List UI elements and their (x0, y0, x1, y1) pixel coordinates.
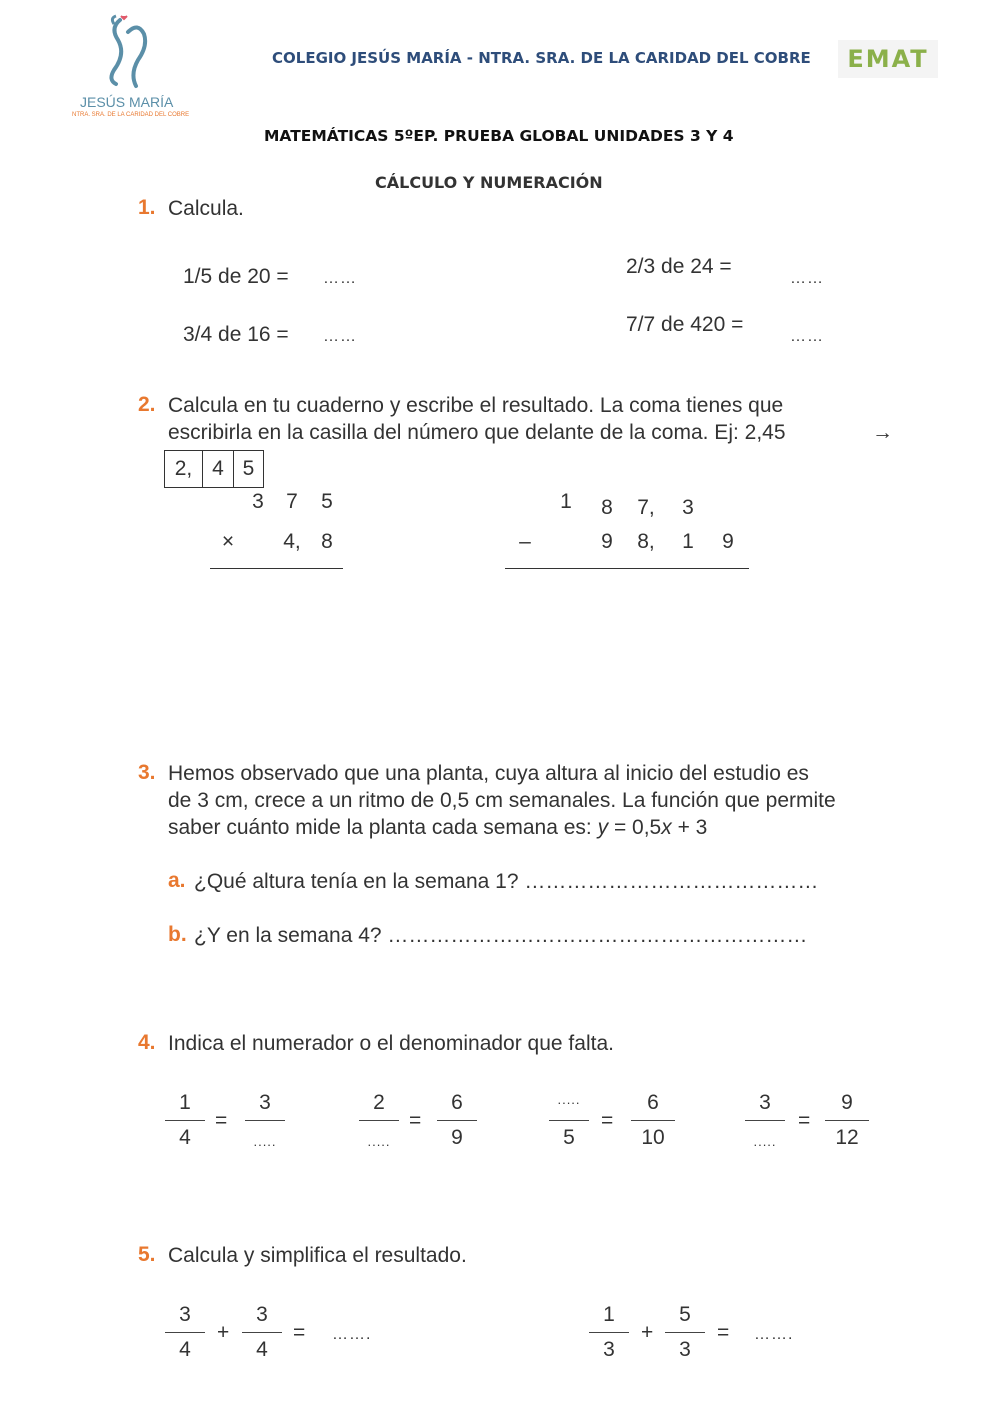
fraction-blank[interactable]: ..... (753, 1134, 777, 1149)
q5-expression-1 (165, 1302, 385, 1372)
sub-top-digit: 7, (637, 496, 655, 519)
mult-bottom-digit: 4, (283, 530, 301, 553)
fraction: 1 4 (165, 1090, 205, 1151)
sub-bottom-digit: 9 (601, 530, 613, 553)
mult-bottom-digit: 8 (321, 530, 333, 553)
mult-top-digit: 3 (252, 490, 264, 513)
fraction: 3 ..... (745, 1090, 785, 1151)
equals-sign: = (293, 1321, 306, 1344)
q2-number: 2. (138, 393, 156, 416)
fraction-blank[interactable]: ..... (367, 1134, 391, 1149)
q4-equation-3 (549, 1090, 689, 1160)
q4-equation-2 (359, 1090, 499, 1160)
q2-text-line2: escribirla en la casilla del número que delante de la coma. Ej: 2,45 (168, 421, 786, 444)
q2-text-line1: Calcula en tu cuaderno y escribe el resultado. La coma tienes que (168, 394, 784, 417)
q1-blank-3[interactable]: …… (323, 328, 357, 345)
fraction: 1 3 (589, 1302, 629, 1363)
q5-number: 5. (138, 1243, 156, 1266)
arrow-right-icon: → (872, 421, 893, 444)
fraction-blank[interactable]: ..... (253, 1134, 277, 1149)
sub-operator: – (519, 530, 531, 553)
q5-text: Calcula y simplifica el resultado. (168, 1244, 467, 1267)
q1-blank-4[interactable]: …… (790, 328, 824, 345)
q3-text-line1: Hemos observado que una planta, cuya altura al inicio del estudio es (168, 762, 809, 785)
fraction: 5 3 (665, 1302, 705, 1363)
q1-blank-2[interactable]: …… (790, 270, 824, 287)
sub-top-digit: 8 (601, 496, 613, 519)
sub-bottom-digit: 8, (637, 530, 655, 553)
q3a-label: a. (168, 869, 186, 892)
fraction: ..... 5 (549, 1090, 589, 1151)
q4-equation-4 (745, 1090, 885, 1160)
exam-title: MATEMÁTICAS 5ºEP. PRUEBA GLOBAL UNIDADES 3 Y 4 (264, 127, 734, 145)
fraction: 3 4 (165, 1302, 205, 1363)
q4-text: Indica el numerador o el denominador que falta. (168, 1032, 614, 1055)
equals-sign: = (215, 1109, 228, 1132)
equals-sign: = (717, 1321, 730, 1344)
mult-result-line (210, 568, 343, 569)
q1-blank-1[interactable]: …… (323, 270, 357, 287)
q1-expr-3: 3/4 de 16 = (183, 323, 289, 346)
sub-top-digit: 3 (682, 496, 694, 519)
q3a-question[interactable]: ¿Qué altura tenía en la semana 1? …………………………………… (194, 870, 819, 893)
equals-sign: = (601, 1109, 614, 1132)
fraction: 3 ..... (245, 1090, 285, 1151)
q4-number: 4. (138, 1031, 156, 1054)
mult-operator: × (221, 530, 235, 553)
example-box-3: 5 (233, 450, 264, 488)
q3b-question[interactable]: ¿Y en la semana 4? …………………………………………………… (194, 924, 808, 947)
fraction: 9 12 (825, 1090, 869, 1151)
sub-top-digit: 1 (560, 490, 572, 513)
logo-mark-icon (68, 14, 188, 94)
logo-subtitle: NTRA. SRA. DE LA CARIDAD DEL COBRE (72, 112, 190, 118)
fraction: 2 ..... (359, 1090, 399, 1151)
mult-top-digit: 7 (286, 490, 298, 513)
q5-answer-blank[interactable]: ……. (332, 1326, 372, 1343)
school-logo (68, 14, 188, 122)
fraction: 3 4 (242, 1302, 282, 1363)
q1-text: Calcula. (168, 197, 244, 220)
plus-sign: + (641, 1321, 654, 1344)
q3-text-line2: de 3 cm, crece a un ritmo de 0,5 cm semanales. La función que permite (168, 789, 836, 812)
fraction: 6 10 (631, 1090, 675, 1151)
q1-expr-1: 1/5 de 20 = (183, 265, 289, 288)
plus-sign: + (217, 1321, 230, 1344)
fraction-blank[interactable]: ..... (557, 1092, 581, 1107)
q1-expr-4: 7/7 de 420 = (626, 313, 744, 336)
fraction: 6 9 (437, 1090, 477, 1151)
section-title: CÁLCULO Y NUMERACIÓN (375, 173, 603, 192)
sub-bottom-digit: 9 (722, 530, 734, 553)
q1-expr-2: 2/3 de 24 = (626, 255, 732, 278)
equals-sign: = (798, 1109, 811, 1132)
equals-sign: = (409, 1109, 422, 1132)
q5-expression-2 (589, 1302, 809, 1372)
q3-text-line3: saber cuánto mide la planta cada semana es: y = 0,5x + 3 (168, 816, 708, 839)
q3b-label: b. (168, 923, 187, 946)
school-name: COLEGIO JESÚS MARÍA - NTRA. SRA. DE LA CARIDAD DEL COBRE (272, 49, 811, 67)
example-box-1: 2, (164, 450, 203, 488)
q3-number: 3. (138, 761, 156, 784)
mult-top-digit: 5 (321, 490, 333, 513)
logo-name: JESÚS MARÍA (80, 94, 174, 110)
q1-number: 1. (138, 196, 156, 219)
sub-result-line (505, 568, 749, 569)
sub-bottom-digit: 1 (682, 530, 694, 553)
emat-logo: EMAT (838, 40, 938, 78)
q5-answer-blank[interactable]: ……. (754, 1326, 794, 1343)
example-box-2: 4 (202, 450, 234, 488)
q4-equation-1 (165, 1090, 305, 1160)
